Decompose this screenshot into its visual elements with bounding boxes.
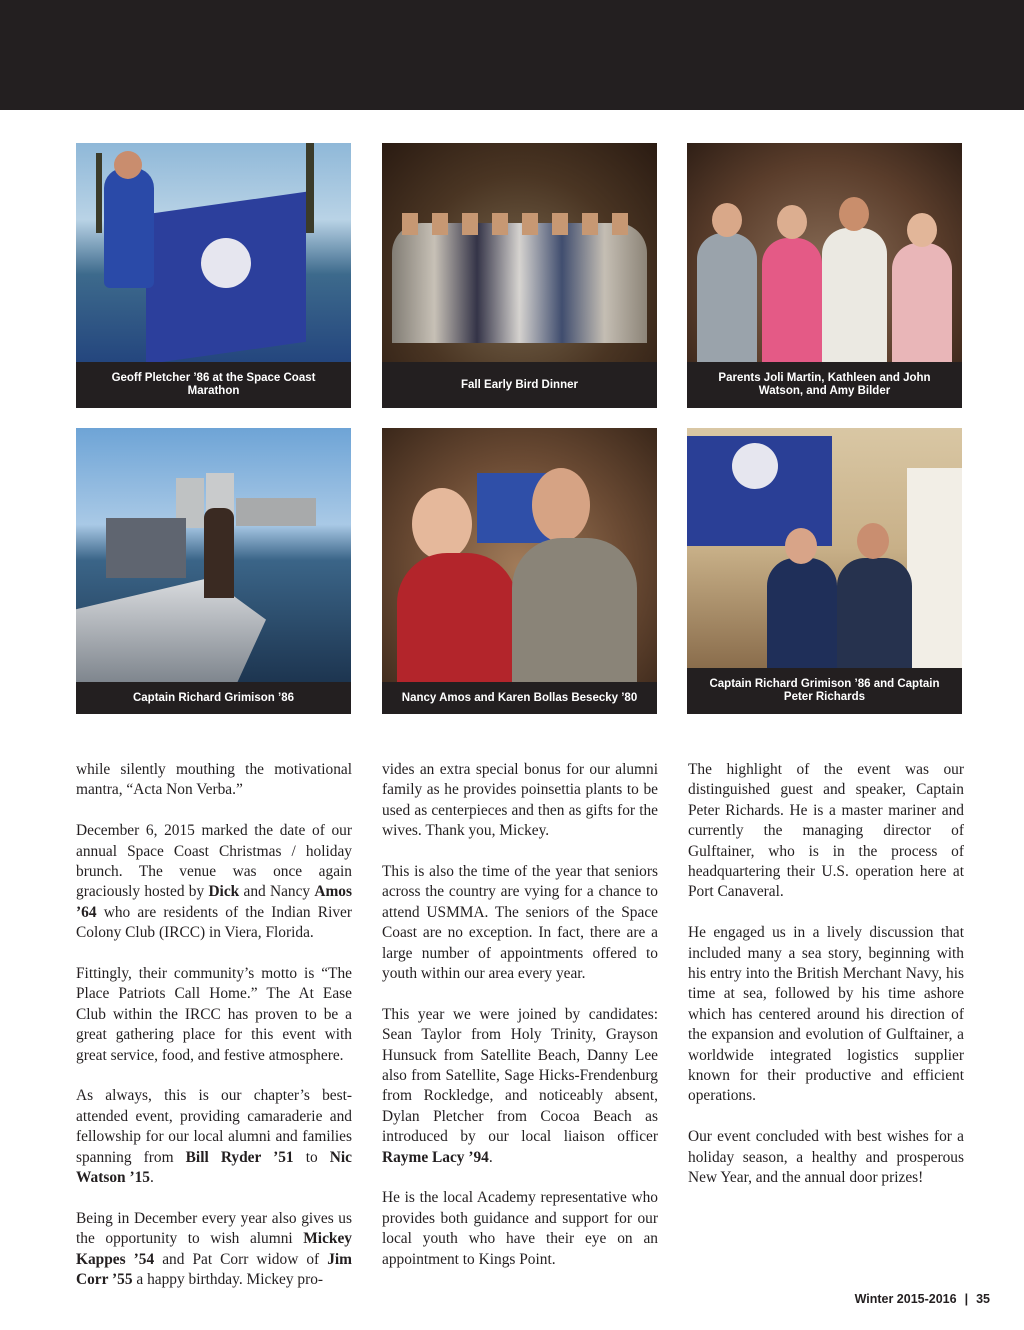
photo-image <box>382 428 657 682</box>
photo-parents <box>687 143 962 408</box>
photo-image <box>76 428 351 682</box>
paragraph: This is also the time of the year that seniors across the country are vying for a chance to attend USMMA. The seniors of the Space Coast are no exception. In fact, there are a large number of appointments offered to youth within our area every year. <box>382 863 658 983</box>
paragraph: The highlight of the event was our distinguished guest and speaker, Captain Peter Richards. He is a master mariner and currently the managing director of Gulftainer, who is in the process of headquartering their U.S. operation here at Port Canaveral. <box>688 761 964 901</box>
paragraph: This year we were joined by candidates: Sean Taylor from Holy Trinity, Grayson Hunsuck from Satellite Beach, Danny Lee also from Satellite, Sage Hicks-Frendenburg from Rockledge, and noticeably absent, Dylan Pletcher from Cocoa Beach as introduced by our local liaison officer Rayme Lacy ’94. <box>382 1005 658 1166</box>
photo-caption: Captain Richard Grimison ’86 <box>76 682 351 714</box>
photo-captain-grimison-boat <box>76 428 351 714</box>
photo-geoff-pletcher <box>76 143 351 408</box>
paragraph: As always, this is our chapter’s best-attended event, providing camaraderie and fellowship for our local alumni and families spanning from Bill Ryder ’51 to Nic Watson ’15. <box>76 1087 353 1187</box>
paragraph: while silently mouthing the motivational mantra, “Acta Non Verba.” <box>76 761 352 799</box>
paragraph: vides an extra special bonus for our alumni family as he provides poinsettia plants to be used as centerpieces and then as gifts for the wives. Thank you, Mickey. <box>382 761 658 840</box>
paragraph: December 6, 2015 marked the date of our annual Space Coast Christmas / holiday brunch. The venue was once again graciously hosted by Dick and Nancy Amos ’64 who are residents of the Indian River Colony Club (IRCC) in Viera, Florida. <box>76 822 352 942</box>
article-column-3 <box>688 760 964 1209</box>
photo-image <box>382 143 657 362</box>
footer-separator: | <box>964 1292 969 1306</box>
page-number: 35 <box>976 1292 990 1306</box>
paragraph: He engaged us in a lively discussion that included many a sea story, beginning with his entry into the British Merchant Navy, his time at sea, followed by his time ashore which has centered around his direction of the expansion and evolution of Gulftainer, a worldwide integrated logistics supplier known for their productive and efficient operations. <box>688 924 964 1105</box>
paragraph: Our event concluded with best wishes for a holiday season, a healthy and prosperous New Year, and the annual door prizes! <box>688 1128 964 1187</box>
photo-fall-early-bird-dinner <box>382 143 657 408</box>
alumni-name: Jim Corr ’55 <box>76 1250 352 1289</box>
photo-image <box>687 143 962 362</box>
paragraph: Fittingly, their community’s motto is “The Place Patriots Call Home.” The At Ease Club within the IRCC has proven to be a great gathering place for this event with great service, food, and festive atmosphere. <box>76 965 352 1064</box>
alumni-name: Nic Watson ’15 <box>76 1148 353 1187</box>
top-banner-bar <box>0 0 1024 110</box>
alumni-name: Bill Ryder ’51 <box>185 1148 294 1166</box>
photo-caption: Geoff Pletcher ’86 at the Space Coast Marathon <box>76 362 351 408</box>
alumni-name: Amos ’64 <box>76 883 352 921</box>
article-column-2 <box>382 760 658 1291</box>
issue-label: Winter 2015-2016 <box>854 1292 957 1306</box>
page-footer <box>855 1292 990 1306</box>
photo-image <box>687 428 962 668</box>
photo-caption: Captain Richard Grimison ’86 and Captain Peter Richards <box>687 668 962 714</box>
photo-caption: Fall Early Bird Dinner <box>382 362 657 408</box>
photo-grimison-richards <box>687 428 962 714</box>
photo-caption: Nancy Amos and Karen Bollas Besecky ’80 <box>382 682 657 714</box>
alumni-name: Dick <box>208 883 240 901</box>
article-column-1 <box>76 760 352 1311</box>
photo-image <box>76 143 351 362</box>
paragraph: He is the local Academy representative who provides both guidance and support for our local youth who have their eye on an appointment to Kings Point. <box>382 1189 658 1268</box>
alumni-name: Mickey Kappes ’54 <box>76 1230 352 1268</box>
paragraph: Being in December every year also gives us the opportunity to wish alumni Mickey Kappes ’54 and Pat Corr widow of Jim Corr ’55 a happy birthday. Mickey pro- <box>76 1209 352 1289</box>
alumni-name: Rayme Lacy ’94 <box>382 1148 489 1166</box>
photo-nancy-karen <box>382 428 657 714</box>
photo-caption: Parents Joli Martin, Kathleen and John Watson, and Amy Bilder <box>687 362 962 408</box>
